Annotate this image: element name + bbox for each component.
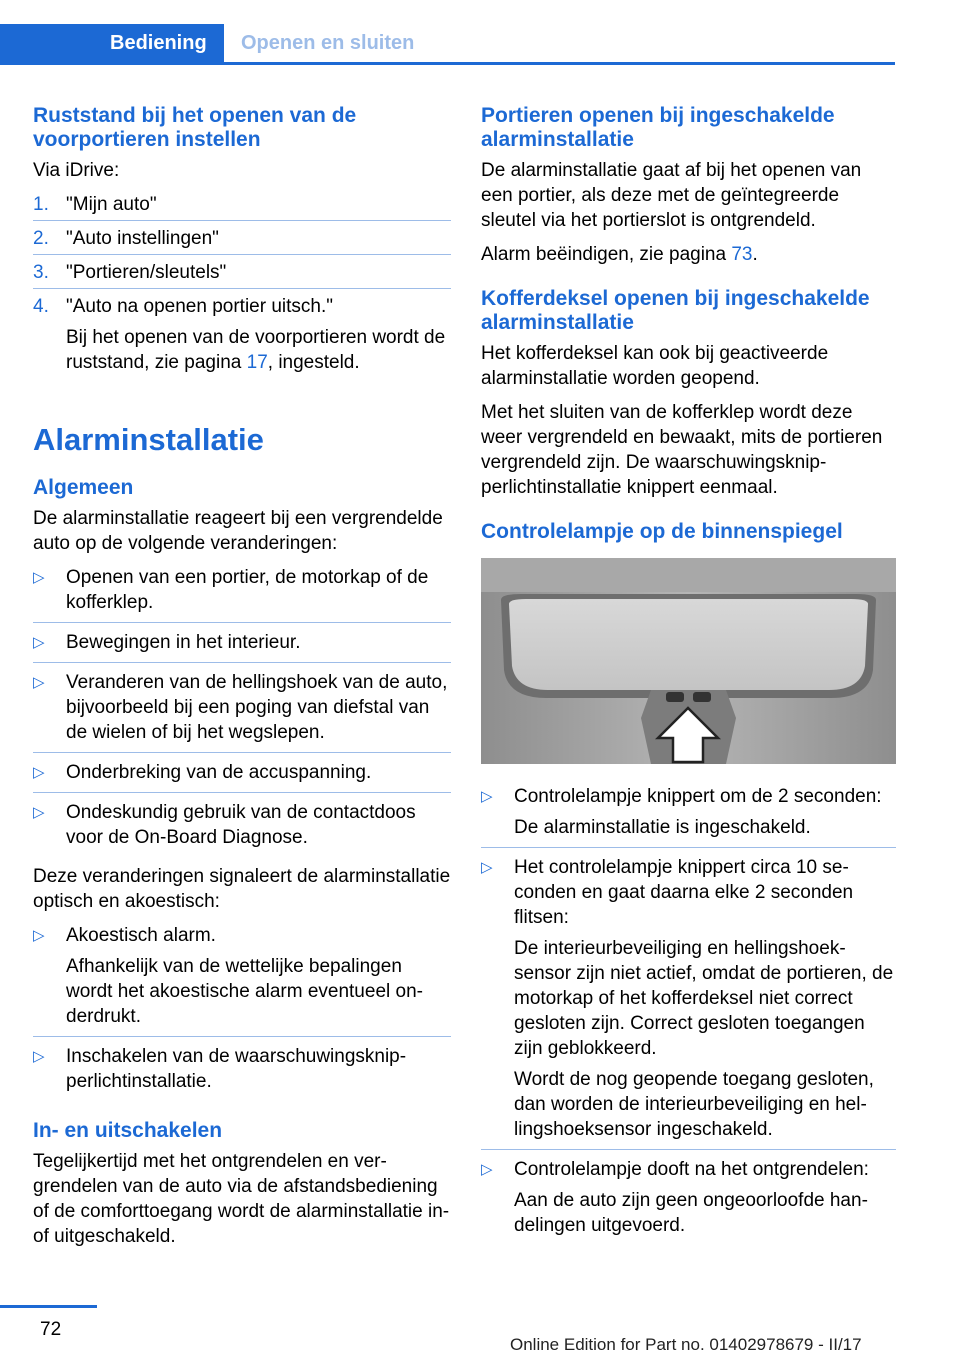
step-number: 1. [33, 194, 49, 215]
note-text-end: , ingesteld. [267, 352, 360, 373]
tab-openen-en-sluiten[interactable]: Openen en sluiten [241, 32, 415, 54]
list-item-text: Controlelampje knippert om de 2 seconden: [514, 786, 882, 807]
list-item-subtext: De interieurbeveiliging en hellingshoeksensor zijn niet actief, omdat de portieren, de motorkap of het kofferdeksel niet correct gesloten zijn. Correct gesloten toegangen zijn geblokkeerd. [514, 938, 894, 1059]
left-column [33, 104, 451, 1258]
list-item-text: Inschakelen van de waarschuwingsknipperlichtinstallatie. [66, 1046, 407, 1092]
paragraph-switch: Tegelijkertijd met het ontgrendelen en vergrendelen van de auto via de afstandsbediening of de comforttoegang wordt de alarminstallatie in- of uitgeschakeld. [33, 1151, 450, 1247]
list-item [33, 1044, 451, 1101]
step-text: "Auto na openen portier uitsch." [66, 296, 333, 317]
list-item-text: Het controlelampje knippert circa 10 seconden en gaat daarna elke 2 seconden flitsen: [514, 857, 854, 928]
paragraph-kofferklep: Met het sluiten van de kofferklep wordt deze weer vergrendeld en bewaakt, mits de portieren vergrendeld zijn. De waarschuwingsknipperlichtinstallatie knippert eenmaal. [481, 402, 883, 498]
triangle-bullet-icon: ▷ [33, 1048, 45, 1065]
triangle-bullet-icon: ▷ [481, 788, 493, 805]
triangle-bullet-icon: ▷ [481, 859, 493, 876]
list-item-subtext: Wordt de nog geopende toegang gesloten, dan worden de interieurbeveiliging en hellingshoeksensor ingeschakeld. [514, 1069, 874, 1140]
triangle-bullet-icon: ▷ [33, 927, 45, 944]
list-item [33, 565, 451, 623]
list-item [33, 760, 451, 793]
step-number: 3. [33, 262, 49, 283]
page-link-17[interactable]: 17 [246, 352, 268, 373]
paragraph-text-end: . [752, 244, 758, 265]
list-item [33, 630, 451, 663]
step-number: 4. [33, 296, 49, 317]
list-item [481, 784, 896, 848]
step-text: "Portieren/sleutels" [66, 262, 227, 283]
paragraph-alarm-beeindigen [481, 242, 896, 267]
paragraph-text: Alarm beëindigen, zie pagina [481, 244, 732, 265]
edition-footer: Online Edition for Part no. 01402978679 - II/17 [510, 1335, 862, 1354]
step-text: "Mijn auto" [66, 194, 157, 215]
list-item-text: Ondeskundig gebruik van de contactdoos voor de On-Board Diagnose. [66, 802, 416, 848]
step-item [33, 226, 451, 255]
list-item [33, 923, 451, 1037]
note-text: Bij het openen van de voorportieren wordt de ruststand, zie pagina [66, 327, 446, 373]
page-link-73[interactable]: 73 [731, 244, 753, 265]
list-item-text: Controlelampje dooft na het ontgrendelen: [514, 1159, 869, 1180]
mirror-icon [481, 558, 896, 764]
list-item-text: Openen van een portier, de motorkap of de kofferklep. [66, 567, 429, 613]
triangle-bullet-icon: ▷ [33, 674, 45, 691]
page-number: 72 [40, 1319, 62, 1340]
list-item [33, 800, 451, 857]
via-idrive: Via iDrive: [33, 160, 120, 181]
header-tabbar [0, 24, 895, 65]
heading-kofferdeksel: Kofferdeksel openen bij ingeschakelde alarminstallatie [481, 287, 870, 334]
list-item-subtext: De alarminstallatie is ingeschakeld. [514, 817, 811, 838]
triangle-bullet-icon: ▷ [33, 764, 45, 781]
step-item [33, 260, 451, 289]
triangle-bullet-icon: ▷ [33, 804, 45, 821]
list-item [481, 1157, 896, 1245]
list-item-subtext: Afhankelijk van de wettelijke bepalingen wordt het akoestische alarm eventueel onderdrukt. [66, 956, 423, 1027]
step-text: "Auto instellingen" [66, 228, 219, 249]
list-item-text: Akoestisch alarm. [66, 925, 216, 946]
heading-alarminstallatie: Alarminstallatie [33, 422, 264, 457]
list-item [33, 670, 451, 753]
step-4-note [66, 325, 451, 375]
paragraph-portieren: De alarminstallatie gaat af bij het openen van een portier, als deze met de geïntegreerde sleutel via het portierslot is ontgrendeld. [481, 160, 862, 231]
heading-algemeen: Algemeen [33, 476, 134, 499]
paragraph-general: De alarminstallatie reageert bij een vergrendelde auto op de volgende veranderingen: [33, 508, 443, 554]
tab-bediening[interactable]: Bediening [0, 24, 224, 62]
triangle-bullet-icon: ▷ [33, 569, 45, 586]
paragraph-kofferdeksel: Het kofferdeksel kan ook bij geactiveerde alarminstallatie worden geopend. [481, 343, 829, 389]
heading-ruststand: Ruststand bij het openen van de voorportieren instellen [33, 104, 357, 151]
list-item-text: Veranderen van de hellingshoek van de auto, bijvoorbeeld bij een poging van diefstal van de wielen of bij het wegslepen. [66, 672, 448, 743]
list-item-text: Bewegingen in het interieur. [66, 632, 301, 653]
step-item [33, 192, 451, 221]
step-number: 2. [33, 228, 49, 249]
heading-in-uitschakelen: In- en uitschakelen [33, 1119, 223, 1142]
list-item [481, 855, 896, 1150]
heading-controlelampje: Controlelampje op de binnenspiegel [481, 520, 843, 543]
paragraph-signal: Deze veranderingen signaleert de alarminstallatie optisch en akoestisch: [33, 866, 451, 912]
triangle-bullet-icon: ▷ [33, 634, 45, 651]
page-number-bar [0, 1305, 97, 1308]
list-item-subtext: Aan de auto zijn geen ongeoorloofde handelingen uitgevoerd. [514, 1190, 868, 1236]
mirror-illustration [481, 558, 896, 764]
list-item-text: Onderbreking van de accuspanning. [66, 762, 372, 783]
heading-portieren-openen: Portieren openen bij ingeschakelde alarminstallatie [481, 104, 835, 151]
right-column [481, 104, 896, 1252]
step-item [33, 294, 451, 378]
triangle-bullet-icon: ▷ [481, 1161, 493, 1178]
